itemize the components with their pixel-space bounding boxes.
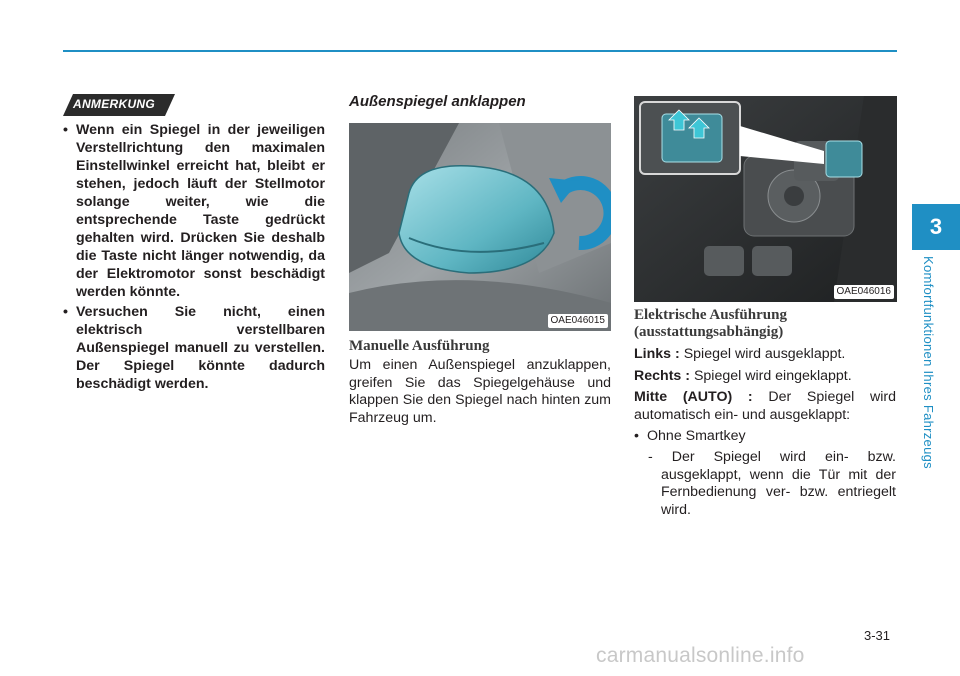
left-position-row [634,346,896,364]
electric-title-line1: Elektrische Ausführung [634,307,787,323]
mirror-switch-figure [634,96,897,302]
note-item: • Versuchen Sie nicht, einen elektrisch verstellbaren Außenspiegel manuell zu verstellen. Der Spiegel könnte dadurch beschädigt werden. [63,303,325,393]
center-position-row [634,389,896,424]
right-position-row [634,368,896,386]
note-list [63,121,325,395]
center-text: Der Spiegel wird automatisch ein- und ausgeklappt: [634,389,896,423]
dash-text: Der Spiegel wird ein- bzw. ausgeklappt, wenn die Tür mit der Fernbedienung ver- bzw. entriegelt wird. [661,449,896,518]
door-switch-illustration [634,96,897,302]
manual-title: Manuelle Ausführung [349,338,490,354]
figure-code: OAE046016 [834,285,895,299]
figure-code: OAE046015 [548,314,609,328]
bullet-text: Ohne Smartkey [647,428,746,444]
smartkey-bullet: • Ohne Smartkey [634,428,746,444]
center-label: Mitte (AUTO) : [634,389,753,405]
chapter-title: Komfortfunktionen Ihres Fahrzeugs [921,256,936,469]
left-text: Spiegel wird ausgeklappt. [683,346,846,362]
note-badge-label-wrap [63,94,175,116]
header-rule [63,50,897,52]
left-label: Links : [634,346,680,362]
section-heading: Außenspiegel anklappen [349,93,526,110]
electric-title-line2: (ausstattungsabhängig) [634,324,784,340]
note-item: • Wenn ein Spiegel in der jeweiligen Verstellrichtung den maximalen Einstellwinkel erreicht hat, bleibt er stehen, jedoch läuft der Stellmotor solange weiter, wie die entsprechende Taste gedrückt gehalten wird. Drücken Sie deshalb die Taste nicht länger notwendig, da der Elektromotor sonst beschädigt werden könnte. [63,121,325,301]
mirror-folding-figure [349,123,611,331]
mirror-illustration [349,123,611,331]
chapter-tab[interactable]: 3 [912,204,960,250]
right-text: Spiegel wird eingeklappt. [693,368,852,384]
watermark: carmanualsonline.info [596,644,805,667]
right-label: Rechts : [634,368,690,384]
dash-item: - Der Spiegel wird ein- bzw. ausgeklappt, wenn die Tür mit der Fernbedienung ver- bzw. entriegelt wird. [648,449,896,518]
note-badge-label: ANMERKUNG [73,97,156,111]
page-number: 3-31 [864,628,891,643]
manual-text: Um einen Außenspiegel anzuklappen, greifen Sie das Spiegelgehäuse und klappen Sie den Spiegel nach hinten zum Fahrzeug um. [349,357,611,426]
